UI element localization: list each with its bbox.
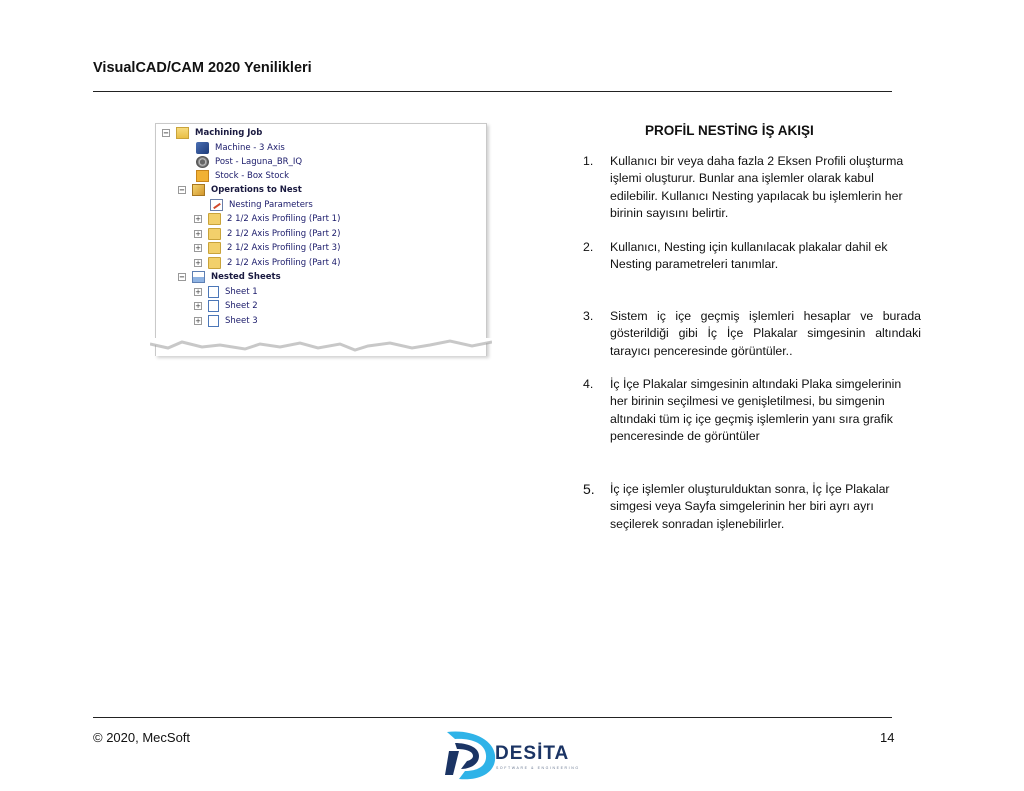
expand-icon[interactable]: + — [195, 317, 201, 325]
folder-icon — [208, 213, 221, 225]
expand-icon[interactable]: + — [195, 244, 201, 252]
tree-row-operations-to-nest[interactable]: − Operations to Nest — [179, 185, 302, 195]
page-number: 14 — [880, 730, 895, 745]
expand-icon[interactable]: + — [195, 215, 201, 223]
stock-box-icon — [196, 170, 209, 182]
tree-row-sheet-3[interactable]: + Sheet 3 — [195, 316, 258, 326]
collapse-icon[interactable]: − — [179, 186, 185, 194]
document-header-title: VisualCAD/CAM 2020 Yenilikleri — [93, 60, 312, 76]
tree-row-profiling-part-3[interactable]: + 2 1/2 Axis Profiling (Part 3) — [195, 243, 341, 253]
machine-icon — [196, 142, 209, 154]
tree-row-post[interactable]: Post - Laguna_BR_IQ — [196, 155, 302, 169]
tree-row-profiling-part-2[interactable]: + 2 1/2 Axis Profiling (Part 2) — [195, 229, 341, 239]
footer-copyright: © 2020, MecSoft — [93, 730, 191, 745]
folder-icon — [208, 228, 221, 240]
tree-row-sheet-1[interactable]: + Sheet 1 — [195, 287, 258, 297]
logo-tagline: SOFTWARE & ENGINEERING — [496, 766, 580, 770]
tree-row-stock[interactable]: Stock - Box Stock — [196, 169, 289, 183]
folder-open-icon — [176, 127, 189, 139]
expand-icon[interactable]: + — [195, 288, 201, 296]
tree-row-profiling-part-4[interactable]: + 2 1/2 Axis Profiling (Part 4) — [195, 258, 341, 268]
post-processor-icon — [196, 156, 209, 168]
torn-edge — [150, 338, 492, 368]
nested-sheets-icon — [192, 271, 205, 283]
tree-row-profiling-part-1[interactable]: + 2 1/2 Axis Profiling (Part 1) — [195, 214, 341, 224]
logo-wordmark: DESİTA — [495, 743, 570, 764]
folder-icon — [208, 257, 221, 269]
tree-row-machining-job[interactable]: − Machining Job — [163, 128, 263, 138]
operations-icon — [192, 184, 205, 196]
sheet-icon — [208, 286, 219, 298]
collapse-icon[interactable]: − — [163, 129, 169, 137]
folder-icon — [208, 242, 221, 254]
expand-icon[interactable]: + — [195, 259, 201, 267]
parameters-icon — [210, 199, 223, 211]
sheet-icon — [208, 300, 219, 312]
footer-divider — [93, 717, 892, 718]
tree-row-machine[interactable]: Machine - 3 Axis — [196, 141, 285, 155]
expand-icon[interactable]: + — [195, 230, 201, 238]
sheet-icon — [208, 315, 219, 327]
header-divider — [93, 91, 892, 92]
browser-tree-screenshot — [155, 123, 487, 356]
expand-icon[interactable]: + — [195, 302, 201, 310]
tree-row-sheet-2[interactable]: + Sheet 2 — [195, 301, 258, 311]
tree-row-nested-sheets[interactable]: − Nested Sheets — [179, 272, 281, 282]
tree-row-nesting-parameters[interactable]: Nesting Parameters — [210, 198, 313, 212]
collapse-icon[interactable]: − — [179, 273, 185, 281]
section-title: PROFİL NESTİNG İŞ AKIŞI — [645, 123, 814, 138]
